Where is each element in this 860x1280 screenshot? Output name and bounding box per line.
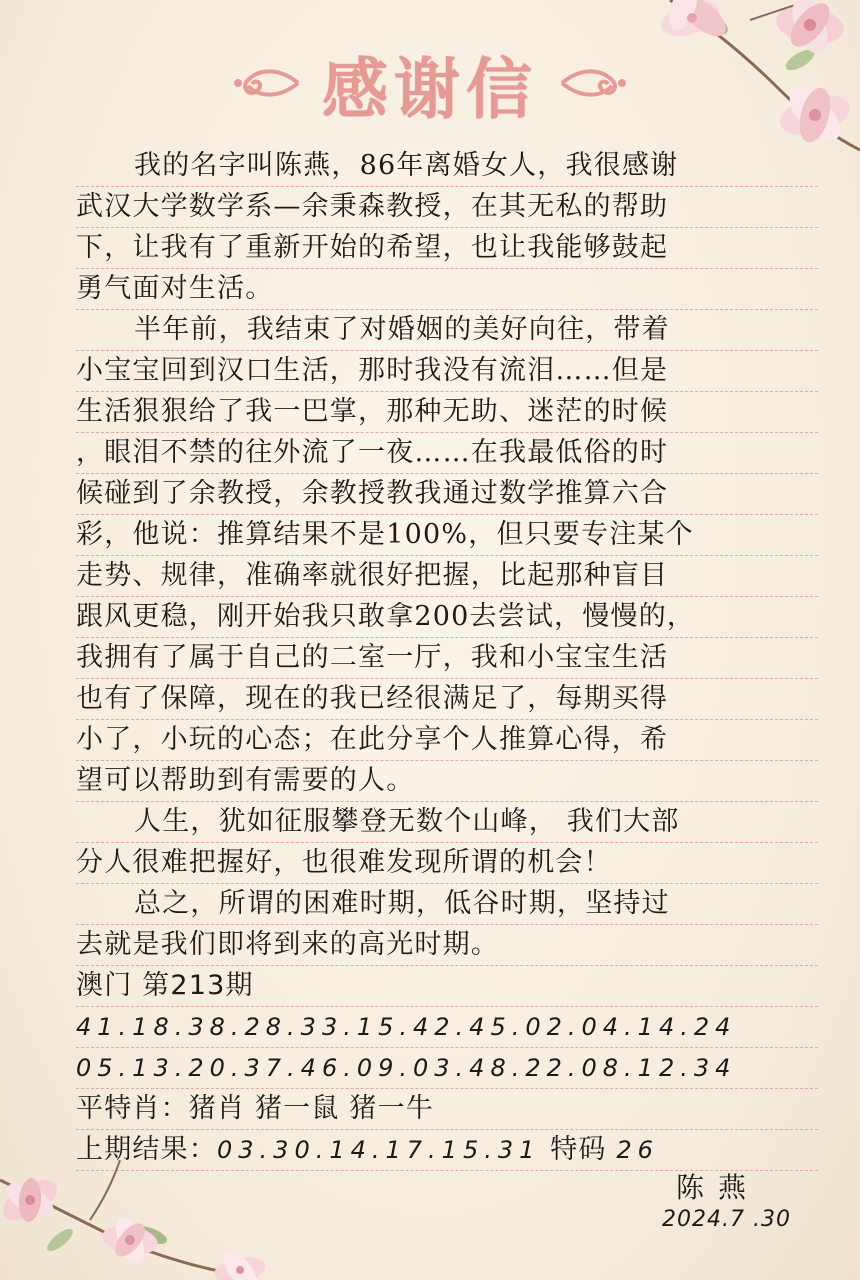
letter-line: 勇气面对生活。 <box>76 269 818 310</box>
special-number: 26 <box>616 1136 659 1164</box>
ornament-left-icon <box>230 58 300 108</box>
special-label: 特码 <box>550 1134 607 1165</box>
title-area <box>0 38 860 128</box>
lottery-numbers-row-2: 05.13.20.37.46.09.03.48.22.08.12.34 <box>76 1048 818 1089</box>
letter-line: 也有了保障，现在的我已经很满足了，每期买得 <box>76 679 818 720</box>
signature-date: 2024.7 .30 <box>662 1207 791 1232</box>
letter-line: 总之，所谓的困难时期，低谷时期，坚持过 <box>76 884 818 925</box>
letter-line: ，眼泪不禁的往外流了一夜……在我最低俗的时 <box>76 433 818 474</box>
letter-line: 跟风更稳，刚开始我只敢拿200去尝试，慢慢的， <box>76 597 818 638</box>
letter-line: 去就是我们即将到来的高光时期。 <box>76 925 818 966</box>
magnolia-flowers-bottom-left <box>0 1140 300 1280</box>
letter-line: 我的名字叫陈燕，86年离婚女人，我很感谢 <box>76 146 818 187</box>
letter-line: 生活狠狠给了我一巴掌，那种无助、迷茫的时候 <box>76 392 818 433</box>
letter-line: 走势、规律，准确率就很好把握，比起那种盲目 <box>76 556 818 597</box>
letter-line: 人生，犹如征服攀登无数个山峰， 我们大部 <box>76 802 818 843</box>
letter-line: 彩，他说：推算结果不是100%，但只要专注某个 <box>76 515 818 556</box>
letter-body <box>76 146 818 1171</box>
letter-line: 半年前，我结束了对婚姻的美好向往，带着 <box>76 310 818 351</box>
letter-line: 武汉大学数学系—余秉森教授，在其无私的帮助 <box>76 187 818 228</box>
lottery-period: 澳门 第213期 <box>76 966 818 1007</box>
lottery-zodiac: 平特肖：猪肖 猪一鼠 猪一牛 <box>76 1089 818 1130</box>
last-result-label: 上期结果： <box>76 1134 217 1165</box>
letter-line: 我拥有了属于自己的二室一厅，我和小宝宝生活 <box>76 638 818 679</box>
lottery-numbers-row-1: 41.18.38.28.33.15.42.45.02.04.14.24 <box>76 1007 818 1048</box>
letter-line: 分人很难把握好，也很难发现所谓的机会！ <box>76 843 818 884</box>
ornament-right-icon <box>560 58 630 108</box>
signature-name: 陈燕 <box>676 1171 761 1204</box>
letter-line: 小了，小玩的心态；在此分享个人推算心得，希 <box>76 720 818 761</box>
letter-line: 小宝宝回到汉口生活，那时我没有流泪……但是 <box>76 351 818 392</box>
letter-title: 感谢信 <box>322 50 538 128</box>
last-result-numbers: 03.30.14.17.15.31 <box>217 1136 541 1164</box>
letter-line: 候碰到了余教授，余教授教我通过数学推算六合 <box>76 474 818 515</box>
letter-line: 下，让我有了重新开始的希望，也让我能够鼓起 <box>76 228 818 269</box>
letter-line: 望可以帮助到有需要的人。 <box>76 761 818 802</box>
